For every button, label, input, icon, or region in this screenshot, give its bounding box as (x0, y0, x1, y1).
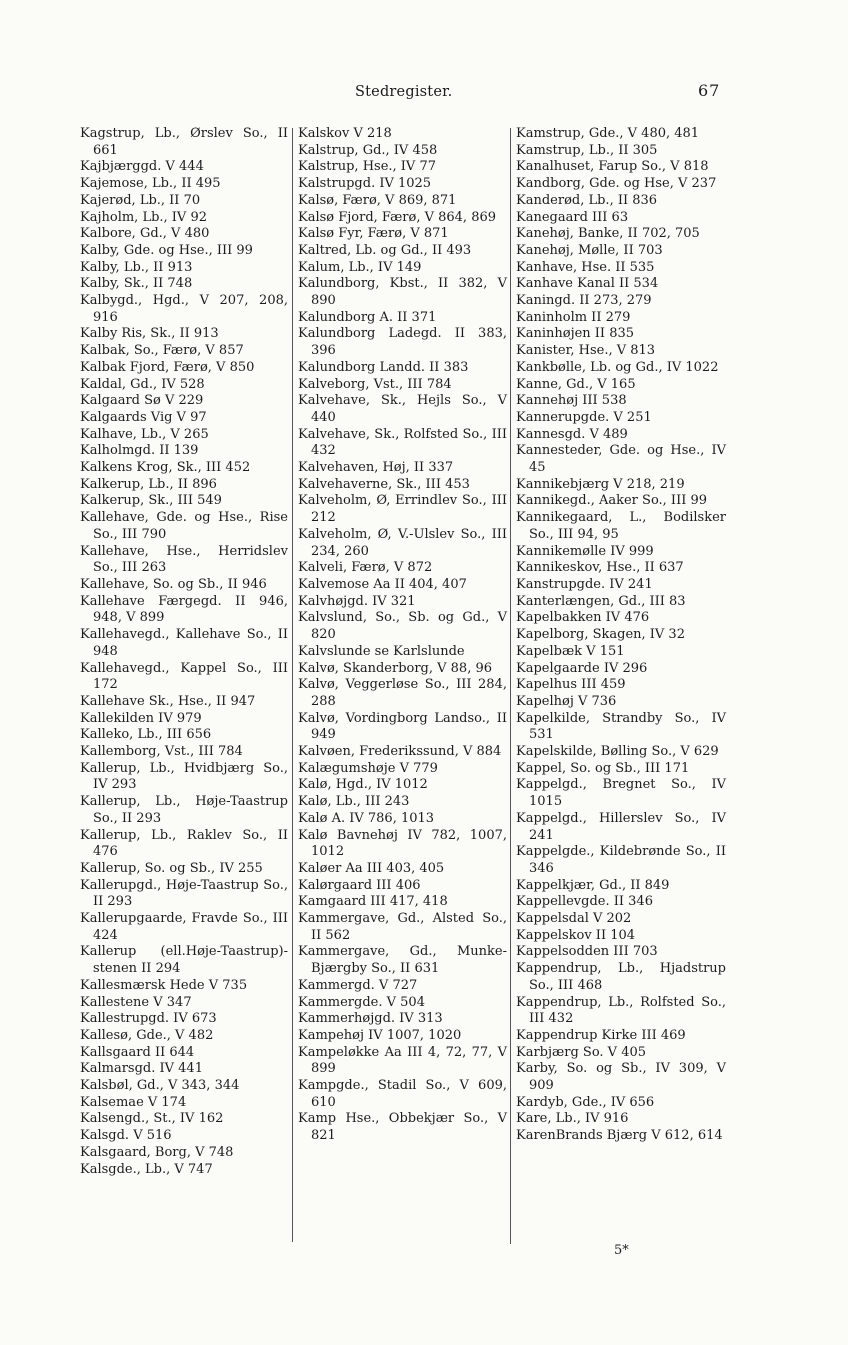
index-entry: Kalørgaard III 406 (298, 877, 421, 893)
index-entry: Kanderød, Lb., II 836 (516, 192, 658, 208)
index-entry: Kalvslund, So., Sb. og Gd., V 820 (298, 610, 507, 643)
index-entry: Kampehøj IV 1007, 1020 (298, 1027, 462, 1043)
index-entry: Kalveholm, Ø, V.-Ulslev So., III 234, 260 (298, 526, 507, 559)
index-entry: Kalbak Fjord, Færø, V 850 (80, 359, 255, 375)
column-divider (292, 128, 293, 1242)
index-entry: Kalsø Fjord, Færø, V 864, 869 (298, 209, 497, 225)
index-entry: Kallestene V 347 (80, 994, 192, 1010)
index-entry: Kalsgd. V 516 (80, 1128, 172, 1144)
index-entry: Kallehave Sk., Hse., II 947 (80, 693, 256, 709)
index-entry: Kapelhus III 459 (516, 677, 626, 693)
index-entry: Kaningd. II 273, 279 (516, 293, 652, 309)
index-entry: Kalsengd., St., IV 162 (80, 1111, 224, 1127)
index-entry: Kalveborg, Vst., III 784 (298, 376, 452, 392)
index-entry: Kannesteder, Gde. og Hse., IV 45 (516, 443, 726, 476)
index-entry: Kammergde. V 504 (298, 994, 425, 1010)
index-entry: Kalstrupgd. IV 1025 (298, 176, 432, 192)
index-entry: Kallerup (ell.Høje-Taastrup)-stenen II 294 (80, 944, 288, 977)
index-entry: Kallehave, So. og Sb., II 946 (80, 576, 267, 592)
index-entry: Kare, Lb., IV 916 (516, 1111, 629, 1127)
index-entry: Kappel, So. og Sb., III 171 (516, 760, 690, 776)
index-entry: Kalstrup, Hse., IV 77 (298, 159, 436, 175)
index-entry: Kalgaard Sø V 229 (80, 393, 204, 409)
index-entry: Kalby, Sk., II 748 (80, 276, 193, 292)
index-entry: Kappelgde., Kildebrønde So., II 346 (516, 844, 726, 876)
index-entry: Kalvø, Vordingborg Landso., II 949 (298, 710, 507, 743)
index-entry: Kankbølle, Lb. og Gd., IV 1022 (516, 359, 719, 375)
index-entry: Kalskov V 218 (298, 126, 392, 141)
index-entry: Kapelhøj V 736 (516, 693, 617, 709)
index-entry: Kapelborg, Skagen, IV 32 (516, 627, 685, 643)
index-entry: Kallehavegd., Kallehave So., II 948 (80, 627, 288, 659)
index-entry: Kalundborg, Kbst., II 382, V 890 (298, 276, 507, 309)
index-entry: Kaninhøjen II 835 (516, 326, 635, 342)
index-entry: Kappelgd., Hillerslev So., IV 241 (516, 810, 726, 843)
index-entry: Kalstrup, Gd., IV 458 (298, 142, 438, 158)
index-entry: Kamstrup, Gde., V 480, 481 (516, 126, 700, 141)
index-entry: Kalundborg Landd. II 383 (298, 359, 469, 375)
index-entry: Kalbygd., Hgd., V 207, 208, 916 (80, 293, 288, 325)
index-entry: Kampgde., Stadil So., V 609, 610 (298, 1078, 507, 1110)
index-column-left (80, 126, 288, 1178)
index-entry: Kalbak, So., Færø, V 857 (80, 343, 244, 359)
index-entry: Kalø Bavnehøj IV 782, 1007, 1012 (298, 827, 507, 860)
index-entry: Kaldal, Gd., IV 528 (80, 376, 205, 392)
index-entry: Kalveli, Færø, V 872 (298, 560, 433, 576)
index-entry: Karby, So. og Sb., IV 309, V 909 (516, 1061, 726, 1094)
index-entry: Kanister, Hse., V 813 (516, 343, 656, 359)
index-entry: Kalægumshøje V 779 (298, 760, 438, 776)
index-entry: Kajbjærggd. V 444 (80, 159, 204, 175)
index-entry: Kalvehaverne, Sk., III 453 (298, 476, 470, 492)
index-entry: Kallesø, Gde., V 482 (80, 1027, 214, 1043)
index-column-middle (298, 126, 507, 1145)
index-entry: Kalby, Gde. og Hse., III 99 (80, 242, 253, 258)
index-entry: Kardyb, Gde., IV 656 (516, 1094, 655, 1110)
index-entry: Kalveholm, Ø, Errindlev So., III 212 (298, 493, 507, 526)
index-entry: Kallsgaard II 644 (80, 1044, 195, 1060)
index-entry: Kalkens Krog, Sk., III 452 (80, 460, 251, 476)
index-entry: Kalkerup, Lb., II 896 (80, 476, 217, 492)
index-entry: Kajerød, Lb., II 70 (80, 192, 201, 208)
index-entry: Kanalhuset, Farup So., V 818 (516, 159, 709, 175)
index-entry: Kalkerup, Sk., III 549 (80, 493, 222, 509)
index-entry: Kappelgd., Bregnet So., IV 1015 (516, 777, 726, 810)
index-entry: Kallehave Færgegd. II 946, 948, V 899 (80, 593, 288, 626)
index-entry: Kanhave Kanal II 534 (516, 276, 659, 292)
index-entry: Kammergave, Gd., Alsted So., II 562 (298, 911, 507, 943)
index-entry: Kamp Hse., Obbekjær So., V 821 (298, 1111, 507, 1144)
page-title: Stedregister. (355, 84, 453, 100)
index-entry: Kalvehaven, Høj, II 337 (298, 460, 454, 476)
index-entry: Kappelsodden III 703 (516, 944, 658, 960)
index-entry: Kallerup, Lb., Hvidbjærg So., IV 293 (80, 760, 288, 793)
index-entry: Kappelskov II 104 (516, 927, 636, 943)
index-entry: Kammergave, Gd., Munke-Bjærgby So., II 631 (298, 944, 507, 977)
index-entry: Kajholm, Lb., IV 92 (80, 209, 207, 225)
index-entry: Kappelkjær, Gd., II 849 (516, 877, 670, 893)
index-entry: Kannikebjærg V 218, 219 (516, 476, 685, 492)
index-entry: Kallerup, Lb., Høje-Taastrup So., II 293 (80, 794, 288, 826)
index-entry: Kampeløkke Aa III 4, 72, 77, V 899 (298, 1044, 507, 1077)
index-entry: Kalø A. IV 786, 1013 (298, 810, 435, 826)
index-entry: Kappelsdal V 202 (516, 911, 632, 927)
index-entry: Kapelbæk V 151 (516, 643, 625, 659)
index-entry: Kallehave, Hse., Herridslev So., III 263 (80, 543, 288, 576)
index-entry: Kandborg, Gde. og Hse, V 237 (516, 176, 717, 192)
index-entry: Kagstrup, Lb., Ørslev So., II 661 (80, 126, 288, 158)
index-entry: Kallekilden IV 979 (80, 710, 202, 726)
index-entry: Kamstrup, Lb., II 305 (516, 142, 658, 158)
index-entry: Kaninholm II 279 (516, 309, 631, 325)
index-entry: Kalsgaard, Borg, V 748 (80, 1144, 234, 1160)
index-entry: Kalvslunde se Karlslunde (298, 643, 465, 659)
index-entry: Kallestrupgd. IV 673 (80, 1011, 217, 1027)
column-divider (510, 128, 511, 1244)
index-entry: Kappellevgde. II 346 (516, 894, 653, 910)
index-entry: Kalvø, Veggerløse So., III 284, 288 (298, 677, 507, 709)
index-entry: Kalvehave, Sk., Rolfsted So., III 432 (298, 426, 507, 459)
index-entry: Kaltred, Lb. og Gd., II 493 (298, 242, 472, 258)
index-entry: Kamgaard III 417, 418 (298, 894, 448, 910)
index-entry: Kappendrup Kirke III 469 (516, 1027, 686, 1043)
index-entry: Kapelkilde, Strandby So., IV 531 (516, 710, 726, 743)
index-entry: Kannerupgde. V 251 (516, 409, 652, 425)
index-entry: Kanhave, Hse. II 535 (516, 259, 655, 275)
index-entry: Kannesgd. V 489 (516, 426, 628, 442)
index-entry: Kalvemose Aa II 404, 407 (298, 576, 467, 592)
index-entry: Kalsemae V 174 (80, 1094, 187, 1110)
index-entry: Kallerupgaarde, Fravde So., III 424 (80, 911, 288, 943)
index-entry: Kammergd. V 727 (298, 977, 418, 993)
index-entry: KarenBrands Bjærg V 612, 614 (516, 1128, 723, 1144)
index-entry: Kannikegaard, L., Bodilsker So., III 94, 95 (516, 510, 726, 542)
index-entry: Kalby, Lb., II 913 (80, 259, 193, 275)
index-entry: Kallerup, So. og Sb., IV 255 (80, 860, 263, 876)
index-entry: Kalø, Lb., III 243 (298, 794, 410, 810)
index-entry: Kalmarsgd. IV 441 (80, 1061, 203, 1077)
index-entry: Kallehavegd., Kappel So., III 172 (80, 660, 288, 693)
index-entry: Kappendrup, Lb., Rolfsted So., III 432 (516, 994, 726, 1027)
index-entry: Kalvøen, Frederikssund, V 884 (298, 744, 502, 760)
index-entry: Kannikemølle IV 999 (516, 543, 654, 559)
index-entry: Kalsø Fyr, Færø, V 871 (298, 226, 449, 242)
index-entry: Kalleko, Lb., III 656 (80, 727, 212, 743)
index-entry: Kalø, Hgd., IV 1012 (298, 777, 428, 793)
index-entry: Kalbore, Gd., V 480 (80, 226, 210, 242)
index-entry: Kammerhøjgd. IV 313 (298, 1011, 443, 1027)
index-entry: Kalvø, Skanderborg, V 88, 96 (298, 660, 493, 676)
index-entry: Kallemborg, Vst., III 784 (80, 744, 243, 760)
index-entry: Kannikegd., Aaker So., III 99 (516, 493, 708, 509)
index-entry: Kanehøj, Mølle, II 703 (516, 242, 663, 258)
index-entry: Kalundborg Ladegd. II 383, 396 (298, 326, 507, 359)
page-header (0, 81, 848, 108)
printer-signature: 5* (614, 1243, 629, 1258)
index-entry: Kanne, Gd., V 165 (516, 376, 636, 392)
index-entry: Kalvehave, Sk., Hejls So., V 440 (298, 393, 507, 425)
index-entry: Kallerup, Lb., Raklev So., II 476 (80, 827, 288, 860)
index-entry: Kanegaard III 63 (516, 209, 629, 225)
index-entry: Kalholmgd. II 139 (80, 443, 199, 459)
index-entry: Karbjærg So. V 405 (516, 1044, 647, 1060)
index-entry: Kapelbakken IV 476 (516, 610, 650, 626)
index-entry: Kaløer Aa III 403, 405 (298, 860, 445, 876)
index-entry: Kallesmærsk Hede V 735 (80, 977, 248, 993)
index-entry: Kanehøj, Banke, II 702, 705 (516, 226, 700, 242)
index-entry: Kalsø, Færø, V 869, 871 (298, 192, 457, 208)
page-number: 67 (698, 81, 721, 100)
index-entry: Kapelgaarde IV 296 (516, 660, 648, 676)
index-entry: Kalsbøl, Gd., V 343, 344 (80, 1078, 240, 1094)
index-column-right (516, 126, 726, 1145)
index-entry: Kalby Ris, Sk., II 913 (80, 326, 219, 342)
index-entry: Kalum, Lb., IV 149 (298, 259, 422, 275)
index-entry: Kalundborg A. II 371 (298, 309, 437, 325)
index-entry: Kalvhøjgd. IV 321 (298, 593, 416, 609)
index-entry: Kallehave, Gde. og Hse., Rise So., III 790 (80, 510, 288, 542)
index-entry: Kannikeskov, Hse., II 637 (516, 560, 684, 576)
index-entry: Kallerupgd., Høje-Taastrup So., II 293 (80, 877, 288, 910)
index-entry: Kalsgde., Lb., V 747 (80, 1161, 213, 1177)
index-entry: Kajemose, Lb., II 495 (80, 176, 221, 192)
index-entry: Kappendrup, Lb., Hjadstrup So., III 468 (516, 961, 726, 993)
index-entry: Kanstrupgde. IV 241 (516, 576, 653, 592)
index-entry: Kannehøj III 538 (516, 393, 627, 409)
index-entry: Kapelskilde, Bølling So., V 629 (516, 744, 719, 760)
index-entry: Kanterlængen, Gd., III 83 (516, 593, 686, 609)
index-entry: Kalgaards Vig V 97 (80, 409, 207, 425)
index-entry: Kalhave, Lb., V 265 (80, 426, 209, 442)
